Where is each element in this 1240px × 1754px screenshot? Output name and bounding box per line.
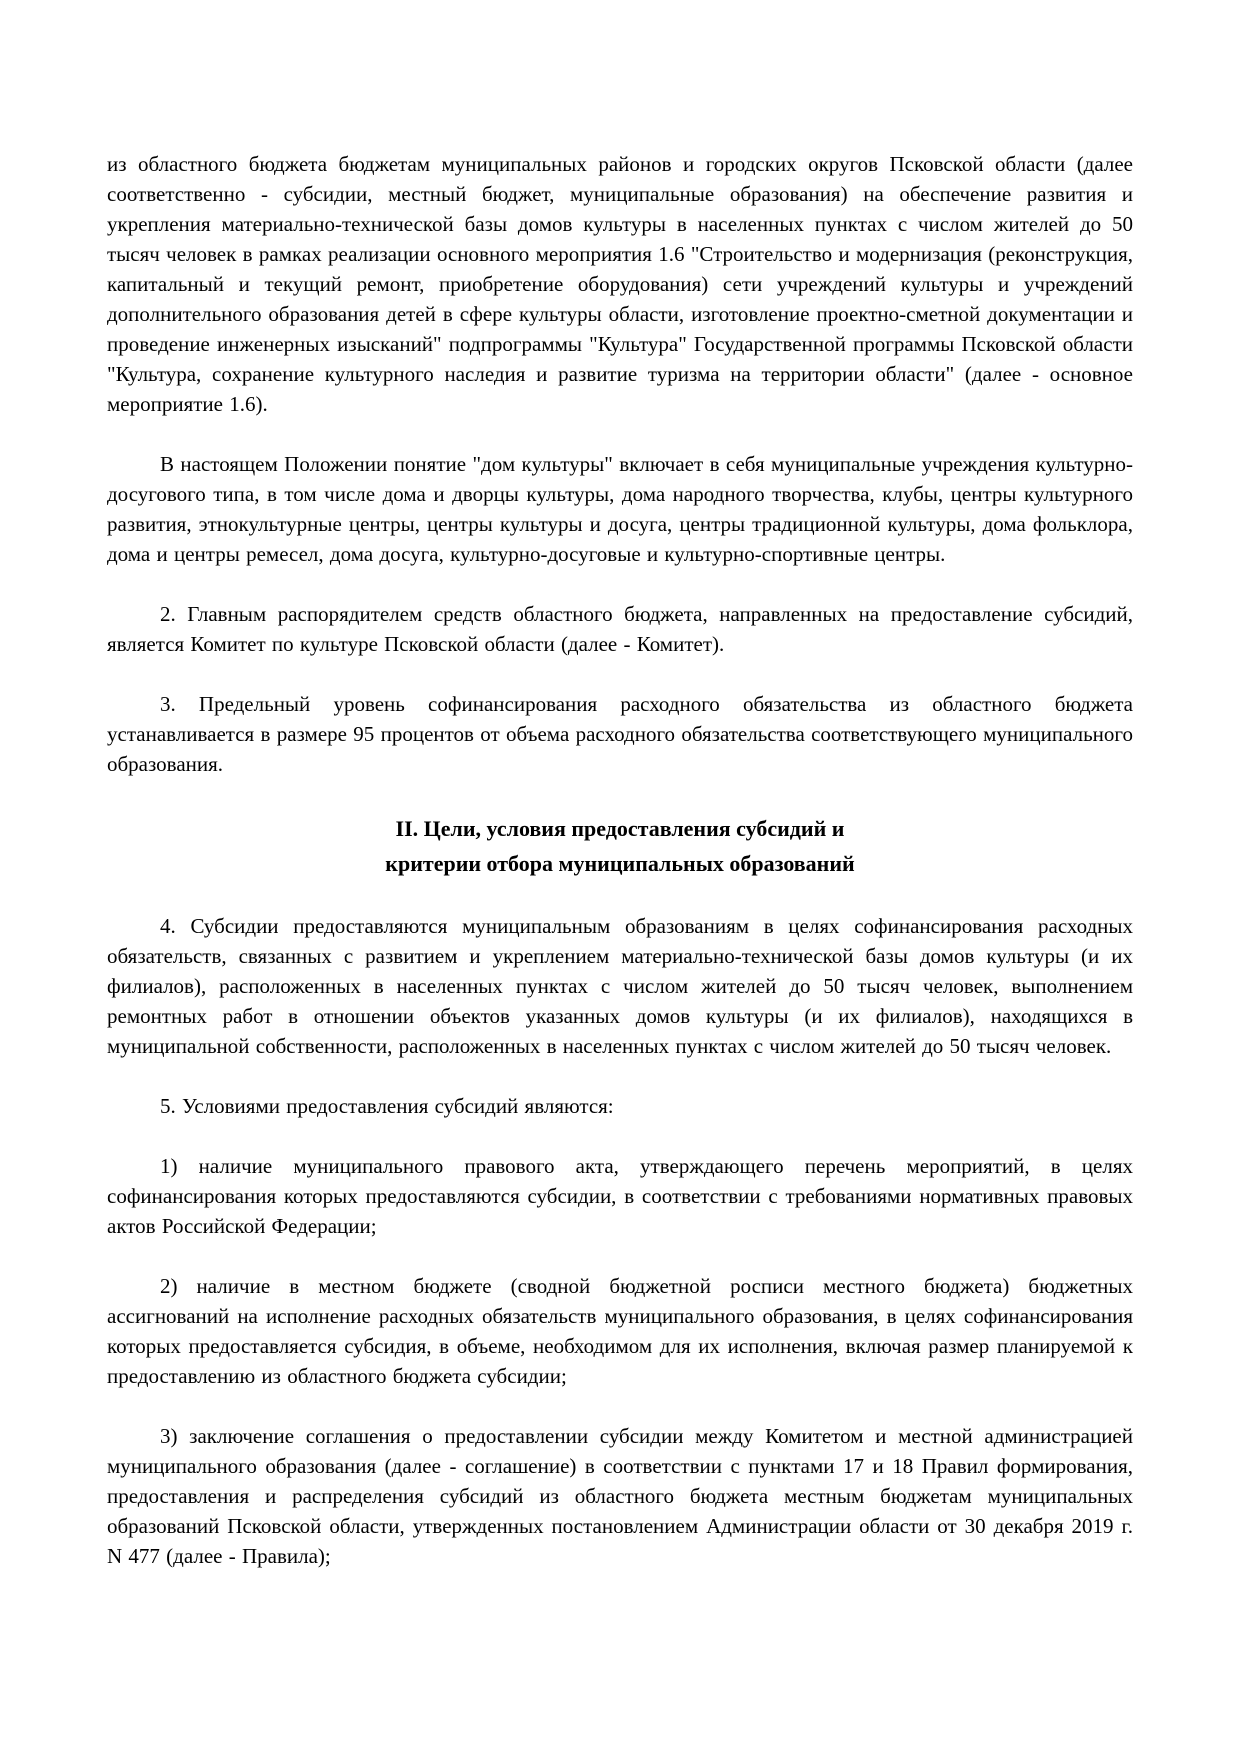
paragraph-condition-2: 2) наличие в местном бюджете (сводной бюджетной росписи местного бюджета) бюджетных ассигнований на исполнение расходных обязательств муниципального образования, в целях софинансирования которых предоставляется субсидия, в объеме, необходимом для их исполнения, включая размер планируемой к предоставлению из областного бюджета субсидии; (107, 1274, 1133, 1388)
paragraph-item-3: 3. Предельный уровень софинансирования расходного обязательства из областного бюджета устанавливается в размере 95 процентов от объема расходного обязательства соответствующего муниципального образования. (107, 692, 1133, 776)
section-heading-line-2: критерии отбора муниципальных образований (385, 851, 855, 876)
paragraph-item-4: 4. Субсидии предоставляются муниципальным образованиям в целях софинансирования расходных обязательств, связанных с развитием и укреплением материально-технической базы домов культуры (и их филиалов), расположенных в населенных пунктах с числом жителей до 50 тысяч человек, выполнением ремонтных работ в отношении объектов указанных домов культуры (и их филиалов), находящихся в муниципальной собственности, расположенных в населенных пунктах с числом жителей до 50 тысяч человек. (107, 914, 1133, 1058)
paragraph-dom-kultury-definition: В настоящем Положении понятие "дом культуры" включает в себя муниципальные учреждения культурно-досугового типа, в том числе дома и дворцы культуры, дома народного творчества, клубы, центры культурного развития, этнокультурные центры, центры культуры и досуга, центры традиционной культуры, дома фольклора, дома и центры ремесел, дома досуга, культурно-досуговые и культурно-спортивные центры. (107, 452, 1133, 566)
section-heading-line-1: II. Цели, условия предоставления субсидий и (395, 816, 845, 841)
paragraph-condition-1: 1) наличие муниципального правового акта, утверждающего перечень мероприятий, в целях софинансирования которых предоставляются субсидии, в соответствии с требованиями нормативных правовых актов Российской Федерации; (107, 1154, 1133, 1238)
paragraph-item-2: 2. Главным распорядителем средств областного бюджета, направленных на предоставление субсидий, является Комитет по культуре Псковской области (далее - Комитет). (107, 602, 1133, 656)
paragraph-intro-continuation: из областного бюджета бюджетам муниципальных районов и городских округов Псковской области (далее соответственно - субсидии, местный бюджет, муниципальные образования) на обеспечение развития и укрепления материально-технической базы домов культуры в населенных пунктах с числом жителей до 50 тысяч человек в рамках реализации основного мероприятия 1.6 "Строительство и модернизация (реконструкция, капитальный и текущий ремонт, приобретение оборудования) сети учреждений культуры и учреждений дополнительного образования детей в сфере культуры области, изготовление проектно-сметной документации и проведение инженерных изысканий" подпрограммы "Культура" Государственной программы Псковской области "Культура, сохранение культурного наследия и развитие туризма на территории области" (далее - основное мероприятие 1.6). (107, 152, 1133, 416)
paragraph-condition-3: 3) заключение соглашения о предоставлении субсидии между Комитетом и местной администрацией муниципального образования (далее - соглашение) в соответствии с пунктами 17 и 18 Правил формирования, предоставления и распределения субсидий из областного бюджета местным бюджетам муниципальных образований Псковской области, утвержденных постановлением Администрации области от 30 декабря 2019 г. N 477 (далее - Правила); (107, 1424, 1133, 1568)
section-heading (107, 811, 1133, 881)
paragraph-item-5: 5. Условиями предоставления субсидий являются: (160, 1094, 614, 1118)
